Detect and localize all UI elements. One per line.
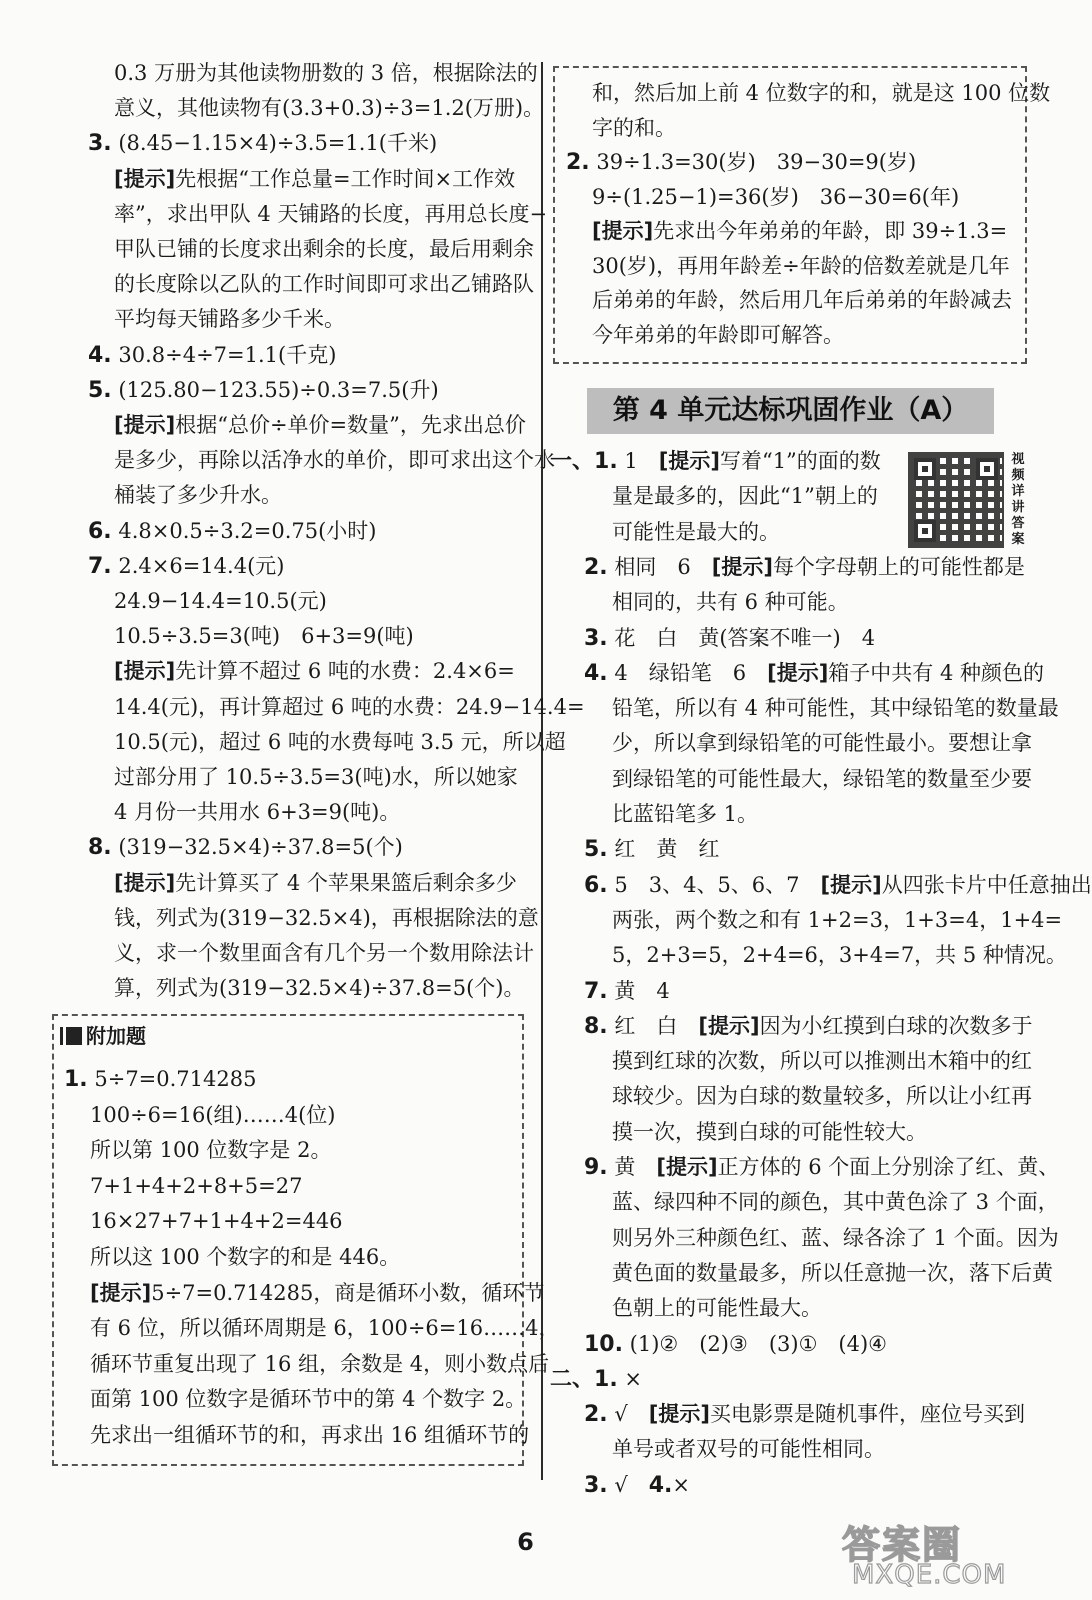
line-text: 相同的，共有 6 种可能。: [612, 590, 849, 615]
text-line: [114, 164, 515, 194]
text-line: [114, 410, 526, 440]
watermark-url: MXQE.COM: [852, 1560, 1007, 1590]
item-number: 8.: [88, 835, 112, 861]
qr-code-icon[interactable]: [908, 452, 1004, 548]
text-line: [584, 870, 1092, 901]
text-line: [114, 903, 539, 933]
text-line: [90, 1278, 544, 1308]
item-number: 5.: [88, 377, 112, 403]
text-line: [90, 1206, 343, 1236]
line-text: 甲队已铺的长度求出剩余的长度，最后用剩余: [114, 237, 534, 261]
item-number: 9.: [584, 1155, 608, 1180]
text-line: [612, 799, 758, 829]
line-text: 所以第 100 位数字是 2。: [90, 1138, 332, 1163]
text-line: [592, 216, 1007, 246]
text-line: [114, 762, 518, 792]
line-text: 黄 4: [614, 978, 670, 1003]
text-line: [90, 1420, 529, 1450]
line-text: 4 月份一共用水 6+3=9(吨)。: [114, 800, 401, 825]
text-line: [114, 304, 345, 334]
line-text: 桶装了多少升水。: [114, 483, 282, 508]
line-text: 单号或者双号的可能性相同。: [612, 1437, 885, 1462]
text-line: [612, 905, 1062, 935]
text-line: [114, 727, 566, 757]
line-text: 义，求一个数里面含有几个另一个数用除法计: [114, 941, 534, 965]
line-text: 黄: [614, 1155, 657, 1179]
text-line: [88, 832, 403, 863]
item-number: 4.: [88, 342, 112, 368]
hint-label: [提示]: [90, 1280, 152, 1305]
qr-label: 视频详讲答案: [1011, 452, 1025, 547]
text-line: [592, 113, 676, 143]
item-number: 8.: [584, 1013, 608, 1039]
text-line: [550, 1364, 642, 1395]
line-text: 先求出一组循环节的和，再求出 16 组循环节的: [90, 1423, 530, 1447]
line-text: 5，2+3=5，2+4=6，3+4=7，共 5 种情况。: [612, 943, 1067, 968]
fujia-title: 附加题: [63, 1022, 146, 1050]
text-line: [88, 516, 376, 547]
line-text: 红 白: [614, 1013, 699, 1038]
line-text: 5 3、4、5、6、7: [614, 872, 821, 897]
text-line: [114, 586, 327, 616]
text-line: [114, 199, 547, 229]
item-number: 7.: [584, 978, 608, 1004]
line-text: 16×27+7+1+4+2=446: [90, 1209, 343, 1234]
line-text: 球较少。因为白球的数量较多，所以让小红再: [612, 1084, 1032, 1109]
line-text: 的长度除以乙队的工作时间即可求出乙铺路队: [114, 272, 534, 297]
line-text: 9÷(1.25−1)=36(岁) 36−30=6(年): [592, 184, 960, 209]
hint-label: [提示]: [114, 659, 176, 684]
line-text: 买电影票是随机事件，座位号买到: [709, 1402, 1025, 1427]
hint-label: [提示]: [114, 413, 176, 437]
text-line: [612, 1081, 1032, 1111]
text-line: [114, 797, 400, 827]
line-text: 钱，列式为(319−32.5×4)，再根据除法的意: [114, 905, 539, 930]
line-text: (319−32.5×4)÷37.8=5(个): [118, 835, 403, 860]
line-text: 每个字母朝上的可能性都是: [772, 554, 1025, 579]
text-line: [612, 1117, 927, 1147]
text-line: [114, 938, 534, 968]
line-text: (8.45−1.15×4)÷3.5=1.1(千米): [118, 131, 438, 156]
line-text: (1)② (2)③ (3)① (4)④: [629, 1331, 887, 1356]
item-number: 4.: [584, 660, 608, 686]
text-line: [584, 658, 1044, 689]
line-text: 箱子中共有 4 种颜色的: [828, 660, 1045, 685]
text-line: [114, 692, 585, 722]
line-text: √: [614, 1472, 649, 1497]
line-text: 14.4(元)，再计算超过 6 吨的水费：24.9−14.4=: [114, 694, 585, 719]
text-line: [612, 481, 878, 511]
line-text: 则另外三种颜色红、蓝、绿各涂了 1 个面。因为: [612, 1225, 1059, 1250]
line-text: ×: [624, 1366, 642, 1391]
text-line: [114, 868, 517, 898]
item-number: 10.: [584, 1331, 623, 1357]
line-text: 摸一次，摸到白球的可能性较大。: [612, 1119, 927, 1144]
text-line: [584, 1399, 1025, 1430]
line-text: 色朝上的可能性最大。: [612, 1296, 822, 1321]
text-line: [612, 1046, 1032, 1076]
line-text: 根据“总价÷单价=数量”，先求出总价: [175, 413, 526, 437]
line-text: 花 白 黄(答案不唯一) 4: [614, 625, 876, 650]
hint-label: [提示]: [114, 166, 176, 191]
text-line: [612, 764, 1032, 794]
text-line: [114, 656, 515, 686]
hint-label: [提示]: [658, 449, 720, 473]
item-number: 1.: [594, 449, 618, 474]
item-number: 4.: [648, 1472, 673, 1498]
text-line: [584, 834, 719, 865]
line-text: 循环节重复出现了 16 组，余数是 4，则小数点后: [90, 1351, 550, 1376]
item-number: 3.: [88, 131, 112, 157]
text-line: [592, 182, 959, 212]
text-line: [88, 375, 439, 406]
hint-label: [提示]: [592, 219, 654, 243]
text-line: [550, 446, 881, 477]
line-text: 10.5(元)，超过 6 吨的水费每吨 3.5 元，所以超: [114, 729, 566, 754]
line-text: 少，所以拿到绿铅笔的可能性最小。要想让拿: [612, 731, 1032, 756]
text-line: [592, 285, 1012, 315]
item-number: 3.: [584, 1472, 608, 1498]
hint-label: [提示]: [711, 554, 773, 579]
line-text: 相同 6: [614, 554, 712, 579]
line-text: 比蓝铅笔多 1。: [612, 802, 759, 826]
line-text: 两张，两个数之和有 1+2=3，1+3=4，1+4=: [612, 907, 1063, 932]
line-text: 今年弟弟的年龄即可解答。: [592, 322, 844, 347]
line-text: 蓝、绿四种不同的颜色，其中黄色涂了 3 个面，: [612, 1190, 1059, 1215]
line-text: 先求出今年弟弟的年龄，即 39÷1.3=: [653, 219, 1008, 243]
hint-label: [提示]: [656, 1155, 718, 1179]
line-text: 5÷7=0.714285: [94, 1067, 257, 1091]
text-line: [612, 587, 849, 617]
text-line: [88, 128, 437, 159]
text-line: [114, 480, 282, 510]
text-line: [114, 58, 538, 88]
item-number: 2.: [566, 150, 590, 175]
text-line: [114, 973, 524, 1003]
line-text: 铅笔，所以有 4 种可能性，其中绿铅笔的数量最: [612, 696, 1059, 721]
item-number: 5.: [584, 837, 608, 863]
text-line: [612, 1434, 885, 1464]
text-line: [612, 517, 780, 547]
line-text: 写着“1”的面的数: [719, 449, 881, 473]
line-text: 0.3 万册为其他读物册数的 3 倍，根据除法的: [114, 61, 538, 85]
item-number: 6.: [88, 518, 112, 544]
section-marker: 一、: [550, 449, 595, 474]
text-line: [90, 1313, 559, 1343]
line-text: 后弟弟的年龄，然后用几年后弟弟的年龄减去: [592, 288, 1012, 312]
text-line: [592, 78, 1050, 108]
line-text: 39÷1.3=30(岁) 39−30=9(岁): [596, 150, 917, 174]
text-line: [114, 234, 534, 264]
text-line: [612, 1293, 822, 1323]
text-line: [584, 1011, 1033, 1042]
text-line: [584, 1470, 690, 1501]
watermark-logo-text: 答案圈: [842, 1523, 963, 1567]
unit-banner: [587, 388, 994, 434]
text-line: [90, 1349, 549, 1379]
text-line: [612, 693, 1059, 723]
hint-label: [提示]: [114, 870, 176, 895]
text-line: [566, 147, 916, 178]
line-text: 先计算不超过 6 吨的水费：2.4×6=: [175, 659, 515, 684]
text-line: [612, 1258, 1053, 1288]
text-line: [88, 340, 336, 371]
line-text: 先根据“工作总量=工作时间×工作效: [175, 166, 516, 191]
line-text: 过部分用了 10.5÷3.5=3(吨)水，所以她家: [114, 765, 518, 789]
line-text: 量是最多的，因此“1”朝上的: [612, 484, 878, 509]
page-number: 6: [517, 1528, 534, 1556]
watermark-logo: [842, 1514, 1042, 1594]
text-line: [612, 728, 1032, 758]
text-line: [114, 621, 414, 651]
text-line: [612, 940, 1067, 970]
text-line: [90, 1135, 331, 1165]
line-text: 红 黄 红: [614, 837, 720, 862]
line-text: 可能性是最大的。: [612, 519, 780, 544]
line-text: 4 绿铅笔 6: [614, 660, 768, 685]
text-line: [584, 623, 875, 654]
line-text: (125.80−123.55)÷0.3=7.5(升): [118, 377, 439, 402]
text-line: [114, 93, 544, 123]
line-text: 正方体的 6 个面上分别涂了红、黄、: [717, 1155, 1060, 1179]
line-text: 30(岁)，再用年龄差÷年龄的倍数差就是几年: [592, 253, 1010, 278]
line-text: 意义，其他读物有(3.3+0.3)÷3=1.2(万册)。: [114, 96, 545, 121]
line-text: ×: [672, 1472, 691, 1497]
text-line: [90, 1171, 302, 1201]
line-text: 5÷7=0.714285，商是循环小数，循环节: [151, 1280, 545, 1305]
item-number: 1.: [594, 1366, 618, 1392]
unit-banner-title: 第 4 单元达标巩固作业（A）: [612, 395, 969, 426]
text-line: [612, 1223, 1059, 1253]
text-line: [612, 1187, 1059, 1217]
item-number: 6.: [584, 872, 608, 898]
line-text: 先计算买了 4 个苹果果篮后剩余多少: [175, 870, 517, 895]
line-text: 有 6 位，所以循环周期是 6，100÷6=16……4，: [90, 1316, 560, 1341]
line-text: 从四张卡片中任意抽出: [881, 872, 1092, 897]
line-text: 7+1+4+2+8+5=27: [90, 1173, 303, 1198]
text-line: [90, 1384, 526, 1414]
line-text: 黄色面的数量最多，所以任意抛一次，落下后黄: [612, 1260, 1053, 1285]
text-line: [90, 1242, 400, 1272]
text-line: [114, 269, 534, 299]
line-text: 2.4×6=14.4(元): [118, 553, 285, 578]
item-number: 7.: [88, 553, 112, 579]
line-text: 平均每天铺路多少千米。: [114, 307, 345, 332]
item-number: 3.: [584, 625, 608, 651]
text-line: [64, 1064, 256, 1095]
hint-label: [提示]: [767, 660, 829, 685]
line-text: 是多少，再除以活净水的单价，即可求出这个水: [114, 448, 555, 473]
text-line: [592, 320, 844, 350]
text-line: [584, 1152, 1059, 1183]
line-text: 100÷6=16(组)……4(位): [90, 1102, 336, 1127]
hint-label: [提示]: [698, 1013, 760, 1038]
line-text: 字的和。: [592, 115, 676, 140]
hint-label: [提示]: [820, 872, 882, 897]
section-marker: 二、: [550, 1366, 595, 1392]
text-line: [584, 976, 670, 1007]
text-line: [584, 1329, 887, 1360]
text-line: [584, 552, 1025, 583]
line-text: 所以这 100 个数字的和是 446。: [90, 1245, 401, 1269]
line-text: √: [614, 1402, 649, 1427]
text-line: [114, 445, 555, 475]
line-text: 因为小红摸到白球的次数多于: [759, 1013, 1033, 1038]
line-text: 1: [624, 449, 659, 473]
line-text: 面第 100 位数字是循环节中的第 4 个数字 2。: [90, 1387, 527, 1412]
line-text: 率”，求出甲队 4 天铺路的长度，再用总长度−: [114, 201, 548, 226]
hint-label: [提示]: [648, 1402, 710, 1427]
column-divider: [541, 62, 543, 1480]
text-line: [592, 251, 1010, 281]
line-text: 到绿铅笔的可能性最大，绿铅笔的数量至少要: [612, 766, 1032, 791]
line-text: 和，然后加上前 4 位数字的和，就是这 100 位数: [592, 81, 1051, 105]
item-number: 1.: [64, 1067, 88, 1092]
text-line: [90, 1100, 336, 1130]
line-text: 摸到红球的次数，所以可以推测出木箱中的红: [612, 1049, 1032, 1074]
line-text: 4.8×0.5÷3.2=0.75(小时): [118, 518, 377, 543]
line-text: 10.5÷3.5=3(吨) 6+3=9(吨): [114, 624, 414, 649]
line-text: 24.9−14.4=10.5(元): [114, 589, 327, 613]
item-number: 2.: [584, 554, 608, 580]
item-number: 2.: [584, 1402, 608, 1428]
line-text: 30.8÷4÷7=1.1(千克): [118, 342, 337, 367]
text-line: [88, 551, 284, 582]
line-text: 算，列式为(319−32.5×4)÷37.8=5(个)。: [114, 976, 525, 1001]
